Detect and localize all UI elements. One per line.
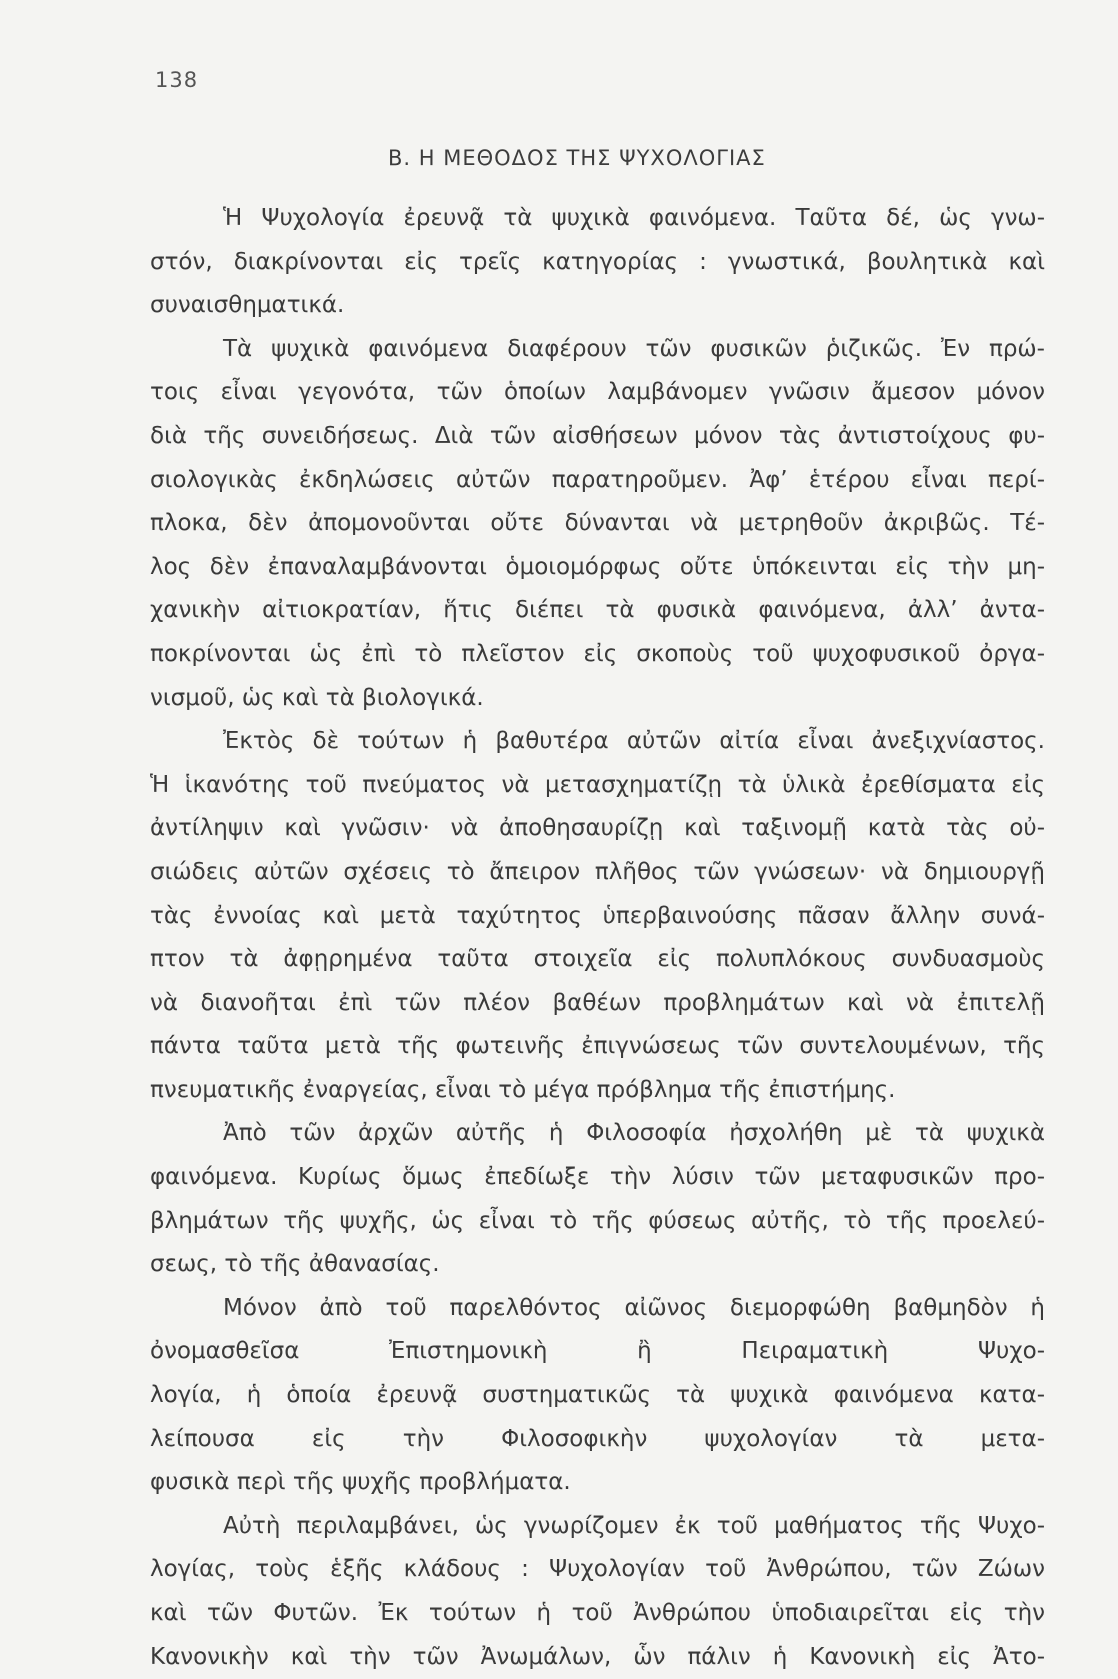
text-line: φυσικὰ περὶ τῆς ψυχῆς προβλήματα. bbox=[150, 1469, 571, 1496]
text-line: λογίας, τοὺς ἑξῆς κλάδους : Ψυχολογίαν τοῦ Ἀνθρώπου, τῶν Ζώων bbox=[150, 1556, 1045, 1583]
text-line: ποκρίνονται ὡς ἐπὶ τὸ πλεῖστον εἰς σκοποὺς τοῦ ψυχοφυσικοῦ ὀργα- bbox=[150, 640, 1045, 667]
text-line: καὶ τῶν Φυτῶν. Ἐκ τούτων ἡ τοῦ Ἀνθρώπου ὑποδιαιρεῖται εἰς τὴν bbox=[150, 1600, 1045, 1626]
text-line: σιολογικὰς ἐκδηλώσεις αὐτῶν παρατηροῦμεν. Ἀφ’ ἑτέρου εἶναι περί- bbox=[150, 466, 1045, 493]
page-number: 138 bbox=[155, 68, 199, 92]
text-line: λος δὲν ἐπαναλαμβάνονται ὁμοιομόρφως οὔτε ὑπόκεινται εἰς τὴν μη- bbox=[150, 553, 1045, 580]
text-line: λογία, ἡ ὁποία ἐρευνᾷ συστηματικῶς τὰ ψυχικὰ φαινόμενα κατα- bbox=[150, 1382, 1045, 1409]
text-line: πάντα ταῦτα μετὰ τῆς φωτεινῆς ἐπιγνώσεως τῶν συντελουμένων, τῆς bbox=[150, 1033, 1045, 1060]
text-line: Ἐκτὸς δὲ τούτων ἡ βαθυτέρα αὐτῶν αἰτία εἶναι ἀνεξιχνίαστος. bbox=[223, 728, 1045, 755]
text-line: Ἡ Ψυχολογία ἐρευνᾷ τὰ ψυχικὰ φαινόμενα. Ταῦτα δέ, ὡς γνω- bbox=[223, 205, 1045, 231]
text-line: νὰ διανοῆται ἐπὶ τῶν πλέον βαθέων προβλημάτων καὶ νὰ ἐπιτελῇ bbox=[150, 989, 1045, 1016]
text-line: νισμοῦ, ὡς καὶ τὰ βιολογικά. bbox=[150, 684, 484, 711]
text-line: στόν, διακρίνονται εἰς τρεῖς κατηγορίας : γνωστικά, βουλητικὰ καὶ bbox=[150, 248, 1045, 275]
text-line: σιώδεις αὐτῶν σχέσεις τὸ ἄπειρον πλῆθος τῶν γνώσεων· νὰ δημιουργῇ bbox=[150, 858, 1045, 885]
text-line: Κανονικὴν καὶ τὴν τῶν Ἀνωμάλων, ὧν πάλιν ἡ Κανονικὴ εἰς Ἀτο- bbox=[150, 1643, 1045, 1670]
section-title: Β. Η ΜΕΘΟΔΟΣ ΤΗΣ ΨΥΧΟΛΟΓΙΑΣ bbox=[388, 146, 766, 170]
text-line: πλοκα, δὲν ἀπομονοῦνται οὔτε δύνανται νὰ μετρηθοῦν ἀκριβῶς. Τέ- bbox=[150, 510, 1045, 537]
text-line: διὰ τῆς συνειδήσεως. Διὰ τῶν αἰσθήσεων μόνον τὰς ἀντιστοίχους φυ- bbox=[150, 422, 1045, 449]
text-line: σεως, τὸ τῆς ἀθανασίας. bbox=[150, 1251, 440, 1278]
text-line: Τὰ ψυχικὰ φαινόμενα διαφέρουν τῶν φυσικῶν ῥιζικῶς. Ἐν πρώ- bbox=[223, 335, 1045, 362]
text-line: τοις εἶναι γεγονότα, τῶν ὁποίων λαμβάνομεν γνῶσιν ἄμεσον μόνον bbox=[150, 379, 1045, 406]
text-line: βλημάτων τῆς ψυχῆς, ὡς εἶναι τὸ τῆς φύσεως αὐτῆς, τὸ τῆς προελεύ- bbox=[150, 1207, 1045, 1234]
body-text bbox=[150, 197, 1045, 1679]
text-line: χανικὴν αἰτιοκρατίαν, ἥτις διέπει τὰ φυσικὰ φαινόμενα, ἀλλ’ ἀντα- bbox=[150, 597, 1045, 624]
text-line: Αὐτὴ περιλαμβάνει, ὡς γνωρίζομεν ἐκ τοῦ μαθήματος τῆς Ψυχο- bbox=[223, 1512, 1045, 1539]
text-line: Ἡ ἱκανότης τοῦ πνεύματος νὰ μετασχηματίζῃ τὰ ὑλικὰ ἐρεθίσματα εἰς bbox=[150, 771, 1045, 798]
text-line: πνευματικῆς ἐναργείας, εἶναι τὸ μέγα πρόβλημα τῆς ἐπιστήμης. bbox=[150, 1076, 896, 1103]
text-line: ὀνομασθεῖσα Ἐπιστημονικὴ ἢ Πειραματικὴ Ψυχο- bbox=[150, 1338, 1045, 1365]
text-line: Μόνον ἀπὸ τοῦ παρελθόντος αἰῶνος διεμορφώθη βαθμηδὸν ἡ bbox=[223, 1294, 1045, 1321]
text-line: πτον τὰ ἀφῃρημένα ταῦτα στοιχεῖα εἰς πολυπλόκους συνδυασμοὺς bbox=[150, 946, 1045, 973]
text-line: λείπουσα εἰς τὴν Φιλοσοφικὴν ψυχολογίαν τὰ μετα- bbox=[150, 1425, 1045, 1452]
text-line: φαινόμενα. Κυρίως ὅμως ἐπεδίωξε τὴν λύσιν τῶν μεταφυσικῶν προ- bbox=[150, 1164, 1045, 1191]
text-line: ἀντίληψιν καὶ γνῶσιν· νὰ ἀποθησαυρίζῃ καὶ ταξινομῇ κατὰ τὰς οὐ- bbox=[150, 815, 1045, 842]
text-line: τὰς ἐννοίας καὶ μετὰ ταχύτητος ὑπερβαινούσης πᾶσαν ἄλλην συνά- bbox=[150, 902, 1045, 929]
text-line: συναισθηματικά. bbox=[150, 292, 345, 319]
text-line: Ἀπὸ τῶν ἀρχῶν αὐτῆς ἡ Φιλοσοφία ἠσχολήθη μὲ τὰ ψυχικὰ bbox=[223, 1120, 1045, 1147]
